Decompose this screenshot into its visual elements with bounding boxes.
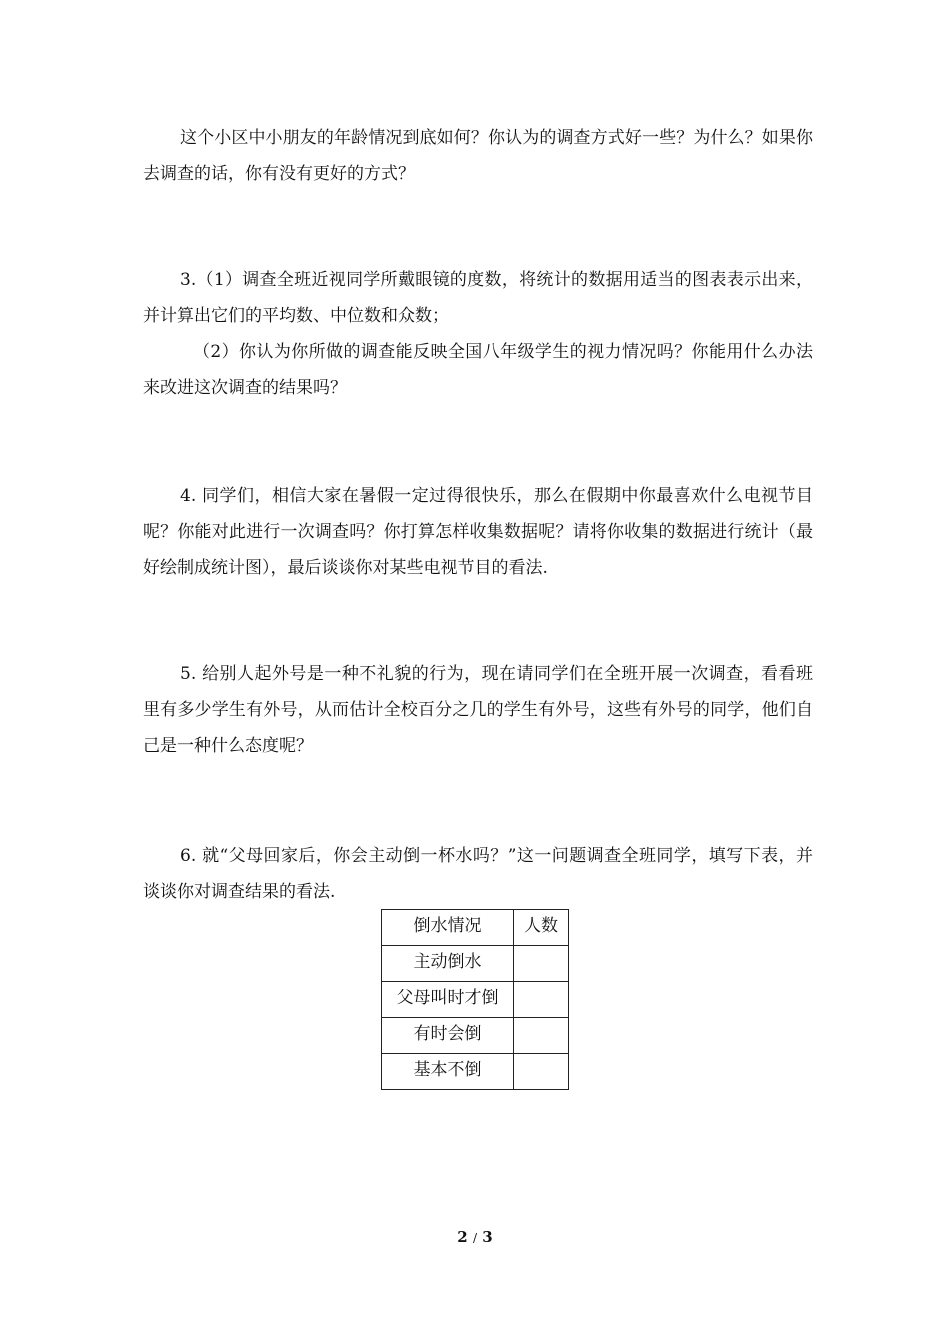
table-row <box>382 946 569 982</box>
table-header-count: 人数 <box>514 910 569 946</box>
table-cell-label: 主动倒水 <box>382 946 514 982</box>
paragraph-question-3-part-1: 3.（1）调查全班近视同学所戴眼镜的度数，将统计的数据用适当的图表表示出来，并计算出它们的平均数、中位数和众数； <box>143 270 813 326</box>
table-cell-label: 父母叫时才倒 <box>382 982 514 1018</box>
total-page-count: 3 <box>482 1228 493 1246</box>
table-cell-label: 基本不倒 <box>382 1054 514 1090</box>
paragraph-question-6: 6. 就“父母回家后，你会主动倒一杯水吗？”这一问题调查全班同学，填写下表，并谈谈你对调查结果的看法. <box>143 846 813 902</box>
table-header-situation: 倒水情况 <box>382 910 514 946</box>
table-cell-count <box>514 946 569 982</box>
paragraph-question-2-continued: 这个小区中小朋友的年龄情况到底如何？你认为的调查方式好一些？为什么？如果你去调查的话，你有没有更好的方式？ <box>143 128 813 184</box>
table-cell-count <box>514 1018 569 1054</box>
table-cell-label: 有时会倒 <box>382 1018 514 1054</box>
table-row <box>382 1018 569 1054</box>
current-page-number: 2 <box>457 1228 468 1246</box>
page-number <box>0 1228 950 1246</box>
table-cell-count <box>514 1054 569 1090</box>
page-separator: / <box>472 1231 478 1245</box>
paragraph-question-5: 5. 给别人起外号是一种不礼貌的行为，现在请同学们在全班开展一次调查，看看班里有多少学生有外号，从而估计全校百分之几的学生有外号，这些有外号的同学，他们自己是一种什么态度呢？ <box>143 664 813 756</box>
paragraph-question-4: 4. 同学们，相信大家在暑假一定过得很快乐，那么在假期中你最喜欢什么电视节目呢？你能对此进行一次调查吗？你打算怎样收集数据呢？请将你收集的数据进行统计（最好绘制成统计图），最后谈谈你对某些电视节目的看法. <box>143 486 813 578</box>
table-header-row <box>382 910 569 946</box>
water-survey-table <box>381 909 569 1090</box>
table-cell-count <box>514 982 569 1018</box>
table-row <box>382 982 569 1018</box>
paragraph-question-3-part-2: （2）你认为你所做的调查能反映全国八年级学生的视力情况吗？你能用什么办法来改进这次调查的结果吗？ <box>143 342 813 398</box>
table-row <box>382 1054 569 1090</box>
